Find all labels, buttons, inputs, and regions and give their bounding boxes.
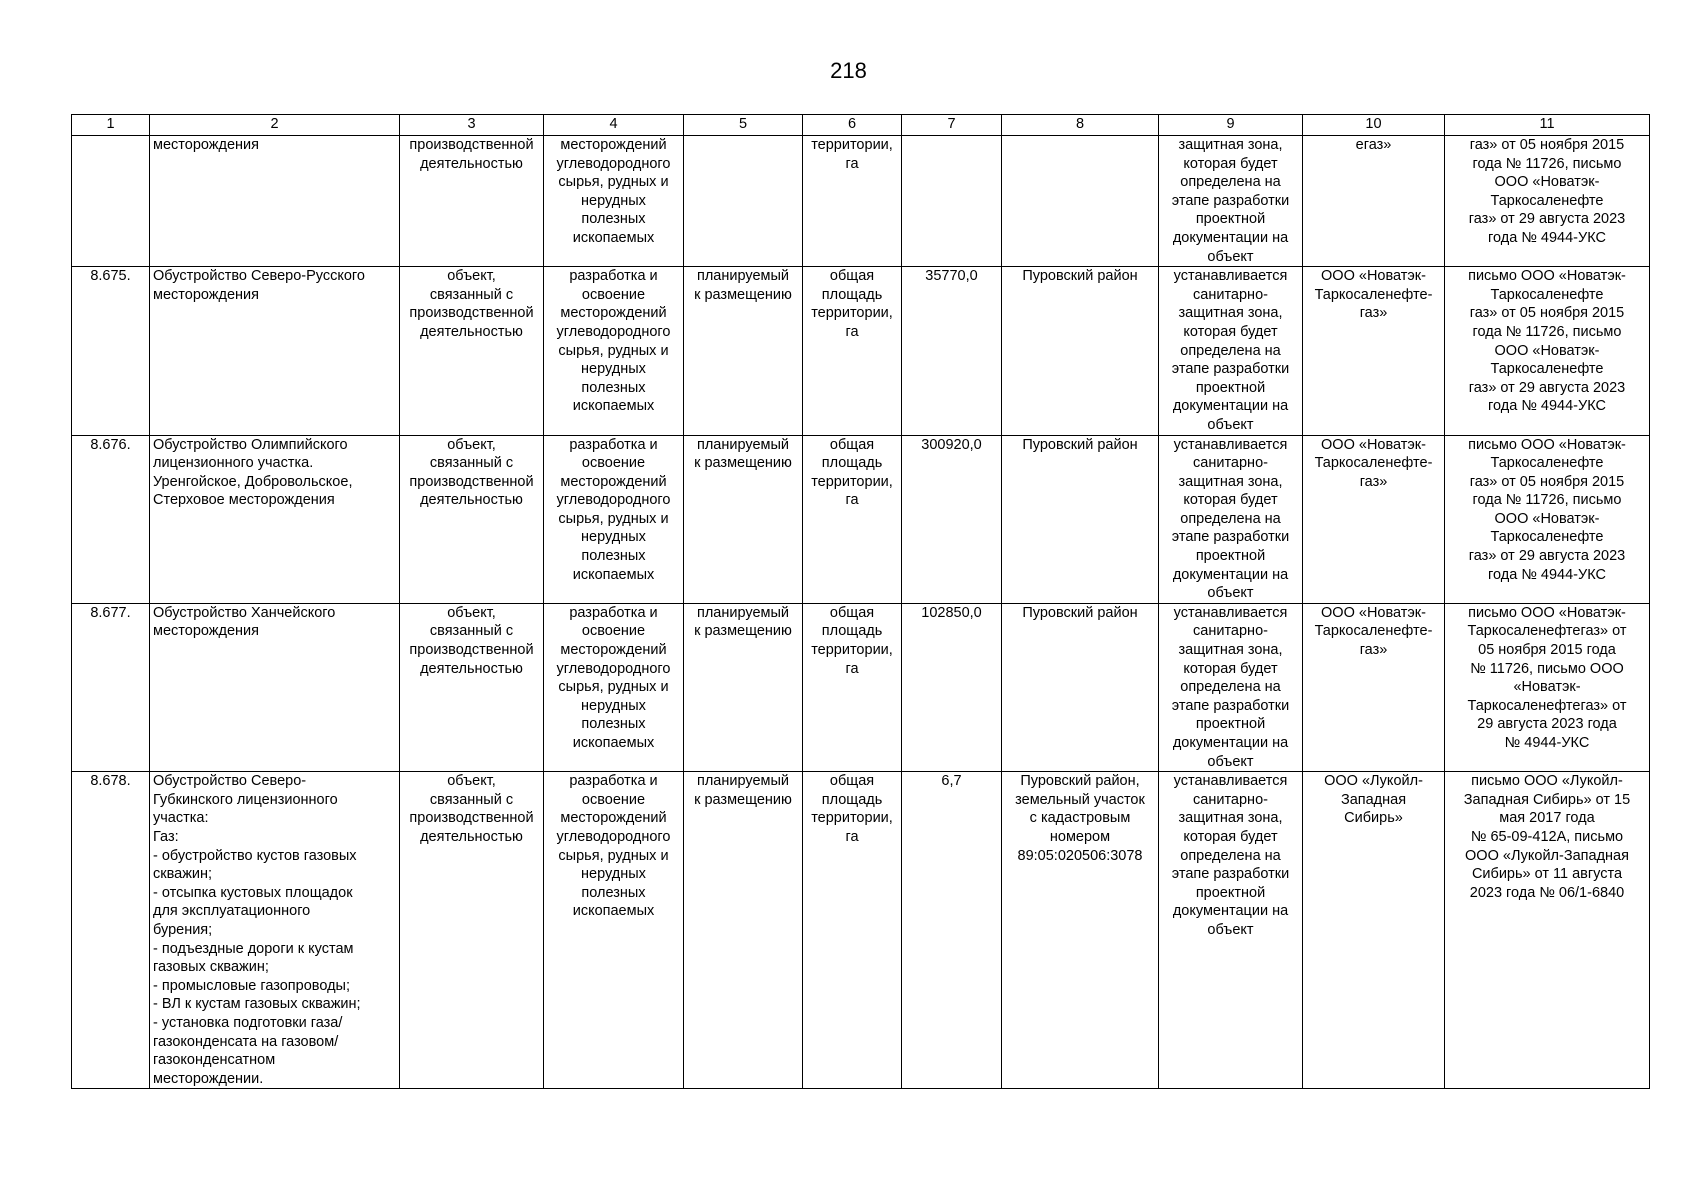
area-value-cell: 102850,0: [902, 603, 1002, 771]
location-cell: Пуровский район: [1002, 435, 1159, 603]
object-type-cell: объект, связанный с производственной деятельностью: [400, 772, 544, 1089]
document-cell: письмо ООО «Новатэк- Таркосаленефте газ» от 05 ноября 2015 года № 11726, письмо ООО «Новатэк- Таркосаленефте газ» от 29 августа 2023 года № 4944-УКС: [1445, 267, 1650, 435]
purpose-cell: месторождений углеводородного сырья, рудных и нерудных полезных ископаемых: [544, 136, 684, 267]
purpose-cell: разработка и освоение месторождений углеводородного сырья, рудных и нерудных полезных ископаемых: [544, 435, 684, 603]
purpose-cell: разработка и освоение месторождений углеводородного сырья, рудных и нерудных полезных ископаемых: [544, 267, 684, 435]
header-cell: 3: [400, 115, 544, 136]
zone-cell: устанавливается санитарно- защитная зона, которая будет определена на этапе разработки проектной документации на объект: [1159, 435, 1303, 603]
object-name-cell: Обустройство Северо-Русского месторождения: [150, 267, 400, 435]
table-row: [72, 136, 1650, 267]
object-name-cell: Обустройство Олимпийского лицензионного участка. Уренгойское, Добровольское, Стерховое месторождения: [150, 435, 400, 603]
location-cell: Пуровский район, земельный участок с кадастровым номером 89:05:020506:3078: [1002, 772, 1159, 1089]
row-number-cell: 8.678.: [72, 772, 150, 1089]
header-cell: 4: [544, 115, 684, 136]
object-type-cell: производственной деятельностью: [400, 136, 544, 267]
document-cell: газ» от 05 ноября 2015 года № 11726, письмо ООО «Новатэк- Таркосаленефте газ» от 29 августа 2023 года № 4944-УКС: [1445, 136, 1650, 267]
header-cell: 1: [72, 115, 150, 136]
header-cell: 2: [150, 115, 400, 136]
document-cell: письмо ООО «Новатэк- Таркосаленефте газ» от 05 ноября 2015 года № 11726, письмо ООО «Новатэк- Таркосаленефте газ» от 29 августа 2023 года № 4944-УКС: [1445, 435, 1650, 603]
object-type-cell: объект, связанный с производственной деятельностью: [400, 603, 544, 771]
table-row: [72, 603, 1650, 771]
zone-cell: устанавливается санитарно- защитная зона, которая будет определена на этапе разработки проектной документации на объект: [1159, 603, 1303, 771]
purpose-cell: разработка и освоение месторождений углеводородного сырья, рудных и нерудных полезных ископаемых: [544, 772, 684, 1089]
status-cell: планируемый к размещению: [684, 772, 803, 1089]
page-number: 218: [830, 58, 867, 83]
purpose-cell: разработка и освоение месторождений углеводородного сырья, рудных и нерудных полезных ископаемых: [544, 603, 684, 771]
status-cell: планируемый к размещению: [684, 435, 803, 603]
zone-cell: устанавливается санитарно- защитная зона, которая будет определена на этапе разработки проектной документации на объект: [1159, 772, 1303, 1089]
organization-cell: ООО «Новатэк- Таркосаленефте- газ»: [1303, 267, 1445, 435]
row-number-cell: 8.676.: [72, 435, 150, 603]
status-cell: планируемый к размещению: [684, 267, 803, 435]
header-cell: 6: [803, 115, 902, 136]
characteristic-cell: общая площадь территории, га: [803, 267, 902, 435]
organization-cell: ООО «Новатэк- Таркосаленефте- газ»: [1303, 603, 1445, 771]
object-type-cell: объект, связанный с производственной деятельностью: [400, 267, 544, 435]
row-number-cell: [72, 136, 150, 267]
document-cell: письмо ООО «Лукойл- Западная Сибирь» от 15 мая 2017 года № 65-09-412А, письмо ООО «Лукойл-Западная Сибирь» от 11 августа 2023 года № 06/1-6840: [1445, 772, 1650, 1089]
characteristic-cell: общая площадь территории, га: [803, 435, 902, 603]
status-cell: [684, 136, 803, 267]
status-cell: планируемый к размещению: [684, 603, 803, 771]
object-name-cell: Обустройство Северо- Губкинского лицензионного участка: Газ: - обустройство кустов газовых скважин; - отсыпка кустовых площадок для эксплуатационного бурения; - подъездные дороги к кустам газовых скважин; - промысловые газопроводы; - ВЛ к кустам газовых скважин; - установка подготовки газа/ газоконденсата на газовом/ газоконденсатном месторождении.: [150, 772, 400, 1089]
area-value-cell: 300920,0: [902, 435, 1002, 603]
header-cell: 5: [684, 115, 803, 136]
document-cell: письмо ООО «Новатэк- Таркосаленефтегаз» от 05 ноября 2015 года № 11726, письмо ООО «Новатэк- Таркосаленефтегаз» от 29 августа 2023 года № 4944-УКС: [1445, 603, 1650, 771]
organization-cell: егаз»: [1303, 136, 1445, 267]
characteristic-cell: общая площадь территории, га: [803, 603, 902, 771]
location-cell: Пуровский район: [1002, 267, 1159, 435]
object-type-cell: объект, связанный с производственной деятельностью: [400, 435, 544, 603]
header-cell: 10: [1303, 115, 1445, 136]
registry-table: [71, 114, 1650, 1089]
location-cell: Пуровский район: [1002, 603, 1159, 771]
table-row: [72, 435, 1650, 603]
organization-cell: ООО «Лукойл- Западная Сибирь»: [1303, 772, 1445, 1089]
area-value-cell: [902, 136, 1002, 267]
object-name-cell: Обустройство Ханчейского месторождения: [150, 603, 400, 771]
organization-cell: ООО «Новатэк- Таркосаленефте- газ»: [1303, 435, 1445, 603]
characteristic-cell: общая площадь территории, га: [803, 772, 902, 1089]
zone-cell: защитная зона, которая будет определена на этапе разработки проектной документации на объект: [1159, 136, 1303, 267]
header-cell: 9: [1159, 115, 1303, 136]
row-number-cell: 8.677.: [72, 603, 150, 771]
table-row: [72, 772, 1650, 1089]
object-name-cell: месторождения: [150, 136, 400, 267]
header-row: [72, 115, 1650, 136]
location-cell: [1002, 136, 1159, 267]
header-cell: 7: [902, 115, 1002, 136]
header-cell: 11: [1445, 115, 1650, 136]
table-row: [72, 267, 1650, 435]
area-value-cell: 6,7: [902, 772, 1002, 1089]
area-value-cell: 35770,0: [902, 267, 1002, 435]
row-number-cell: 8.675.: [72, 267, 150, 435]
header-cell: 8: [1002, 115, 1159, 136]
characteristic-cell: территории, га: [803, 136, 902, 267]
zone-cell: устанавливается санитарно- защитная зона, которая будет определена на этапе разработки проектной документации на объект: [1159, 267, 1303, 435]
